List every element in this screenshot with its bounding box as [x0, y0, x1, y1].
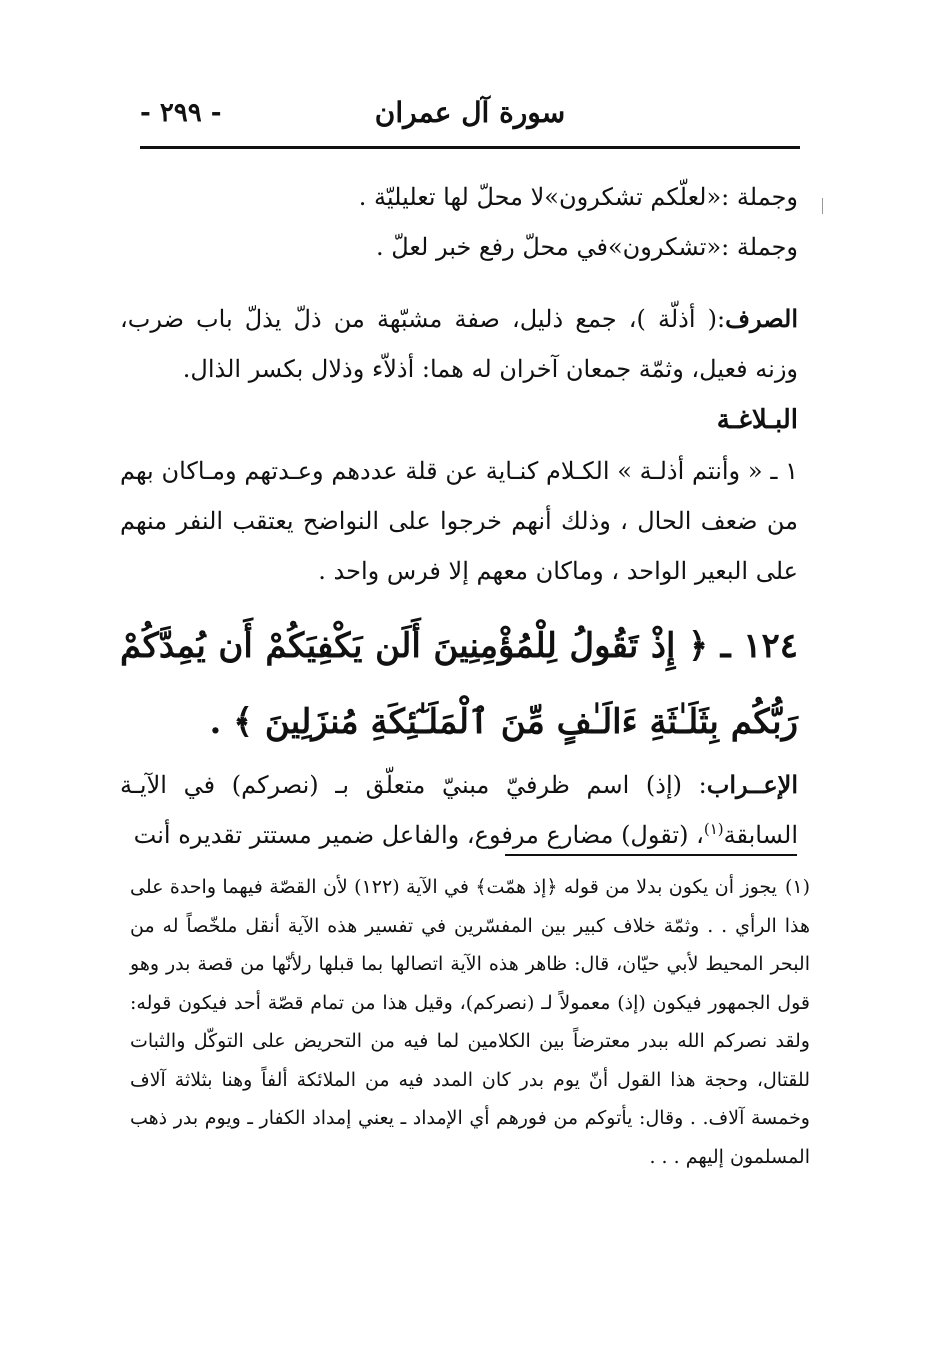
- margin-mark: [822, 198, 823, 214]
- grammar-line-1: [120, 172, 798, 222]
- sarf-paragraph: [120, 294, 798, 394]
- irab-text-1: : (إذ) اسم ظرفيّ مبنيّ متعلّق بـ (نصركم) في الآيـة السابقة: [120, 771, 798, 849]
- footnote-ref: (١): [703, 820, 724, 838]
- irab-paragraph: [120, 760, 798, 860]
- main-text: [120, 172, 798, 860]
- page-header: [140, 96, 800, 142]
- verse-text: إِذْ تَقُولُ لِلْمُؤْمِنِينَ أَلَن يَكْفِيَكُمْ أَن يُمِدَّكُمْ رَبُّكُم بِثَلَـٰثَةِ ءَالَـٰفٍ مِّنَ ٱلْمَلَـٰٓئِكَةِ مُنزَلِينَ: [120, 626, 798, 742]
- page-number: - ٢٩٩ -: [140, 98, 222, 128]
- footnotes: [130, 868, 810, 1176]
- surah-title: سورة آل عمران: [374, 96, 566, 129]
- verse-open-bracket: ﴿: [688, 626, 709, 666]
- sarf-label: الصرف: [725, 304, 798, 333]
- verse-number: ١٢٤ ـ: [720, 626, 798, 666]
- footnote-text: يجوز أن يكون بدلا من قوله ﴿إذ همّت﴾ في الآية (١٢٢) لأن القصّة فيهما واحدة على هذا الرأي . . وثمّة خلاف كبير بين المفسّرين في تفسير هذه الآية أنقل ملخّصاً له من البحر المحيط لأبي حيّان، قال: ظاهر هذه الآية اتصالها بما قبلها رلأنّها من قصة بدر وهو قول الجمهور فيكون (إذ) معمولاً لـ (نصركم)، وقيل هذا من تمام قصّة أحد فيكون قوله: ولقد نصركم الله ببدر معترضاً بين الكلامين لما فيه من التحريض على التوكّل والثبات للقتال، وحجة هذا القول أنّ يوم بدر كان المدد فيه من الملائكة ألفاً وهنا بثلاثة آلاف وخمسة آلاف. . وقال: يأتوكم من فورهم أي الإمداد ـ يعني إمداد الكفار ـ ويوم بدر ذهب المسلمون إليهم . . .: [130, 876, 810, 1168]
- quran-verse: [120, 608, 798, 760]
- sarf-text: :( أذلّة )، جمع ذليل، صفة مشبّهة من ذلّ يذلّ باب ضرب، وزنه فعيل، وثمّة جمعان آخران له هما: أذلاّء وذلال بكسر الذال.: [120, 305, 798, 383]
- footnote-1: [130, 868, 810, 1176]
- grammar-line-1-label: وجملة :: [721, 183, 798, 211]
- grammar-line-2-text: «تشكرون»في محلّ رفع خبر لعلّ .: [376, 233, 722, 261]
- footnote-number: (١): [784, 876, 811, 898]
- grammar-line-2-label: وجملة :: [721, 233, 798, 261]
- spacer: [120, 272, 798, 294]
- irab-text-2: ، (تقول) مضارع مرفوع، والفاعل ضمير مستتر تقديره أنت: [133, 821, 704, 849]
- header-rule: [140, 146, 800, 149]
- balagha-heading: البـلاغـة: [716, 405, 798, 435]
- grammar-line-2: [120, 222, 798, 272]
- balagha-paragraph: ١ ـ « وأنتم أذلـة » الكـلام كنـاية عن قلة عددهم وعـدتهم ومـاكان بهم من ضعف الحال ، وذلك أنهم خرجوا على النواضح يعتقب النفر منهم على البعير الواحد ، وماكان معهم إلا فرس واحد .: [120, 457, 798, 585]
- footnote-rule: [505, 854, 797, 856]
- irab-label: الإعــراب: [706, 770, 798, 799]
- grammar-line-1-text: «لعلّكم تشكرون»لا محلّ لها تعليليّة .: [358, 183, 722, 211]
- verse-close-bracket: ﴾ .: [209, 702, 254, 742]
